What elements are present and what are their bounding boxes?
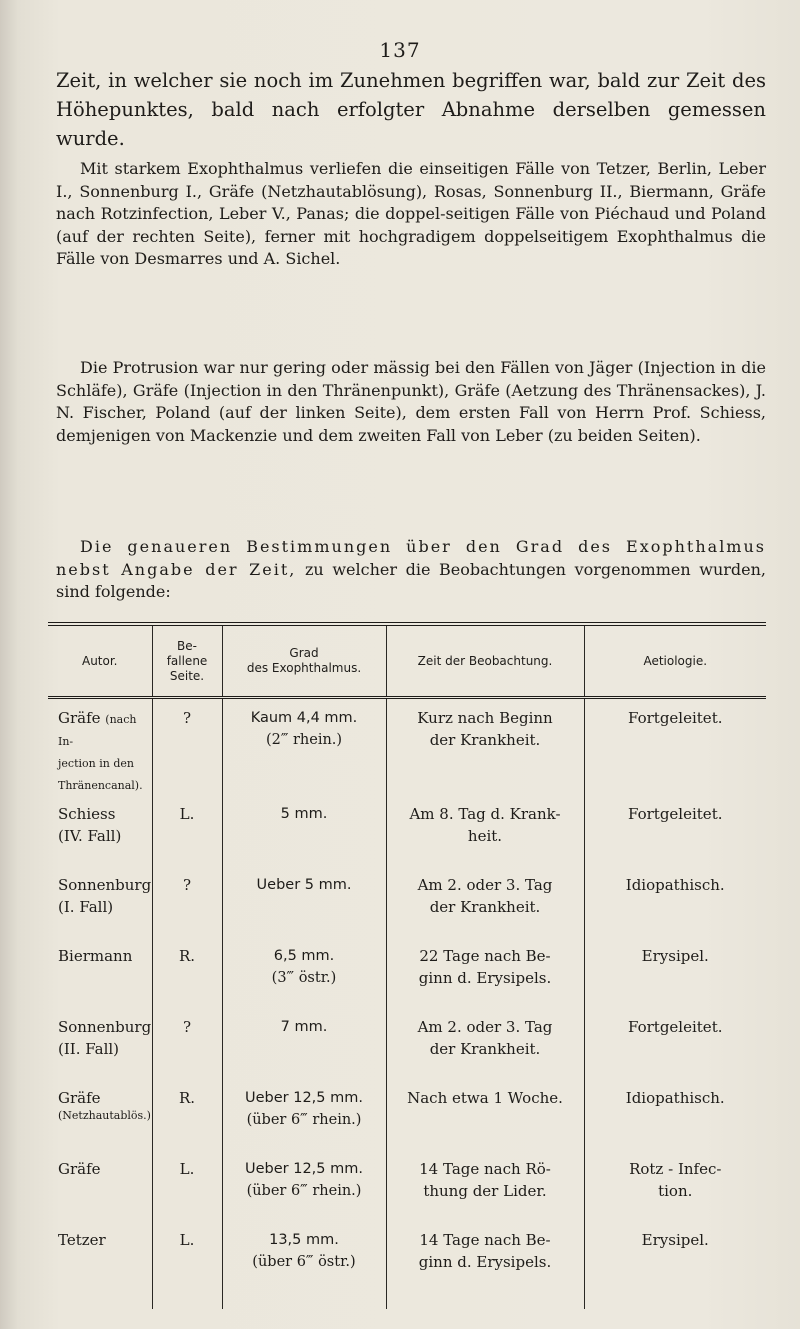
cell-grad xyxy=(222,866,386,937)
grad-conversion: (2‴ rhein.) xyxy=(265,732,343,748)
cell-zeit: Nach etwa 1 Woche. xyxy=(386,1079,584,1150)
grad-conversion: (über 6‴ östr.) xyxy=(252,1254,356,1270)
cell-grad xyxy=(222,698,386,796)
header-seite: Be- fallene Seite. xyxy=(152,624,222,698)
cell-seite: ? xyxy=(152,698,222,796)
cell-aetiologie: Idiopathisch. xyxy=(584,866,766,937)
cell-autor: Gräfe (nach In- jection in den Thränencanal). xyxy=(58,709,143,792)
cell-grad xyxy=(222,795,386,866)
cell-zeit: Am 2. oder 3. Tag der Krankheit. xyxy=(386,1008,584,1079)
paragraph-text: Mit starkem Exophthalmus verliefen die einseitigen Fälle von Tetzer, Berlin, Leber I., Sonnenburg I., Gräfe (Netzhautablösung), Rosas, Sonnenburg II., Biermann, Gräfe nach Rotzinfection, Leber V., Panas; die doppel-seitigen Fälle von Piéchaud und Poland (auf der rechten Seite), ferner mit hochgradigem doppelseitigem Exophthalmus die Fälle von Desmarres und A. Sichel. xyxy=(56,159,766,269)
grad-value: Ueber 5 mm. xyxy=(256,877,352,893)
cell-autor: Schiess (IV. Fall) xyxy=(58,805,122,845)
cell-aetiologie: Erysipel. xyxy=(584,1221,766,1309)
cell-seite: L. xyxy=(152,1150,222,1221)
header-aetiologie: Aetiologie. xyxy=(584,624,766,698)
table-row xyxy=(48,1150,766,1221)
table-row xyxy=(48,1221,766,1309)
cell-zeit: 14 Tage nach Be- ginn d. Erysipels. xyxy=(386,1221,584,1309)
paragraph-text: Die Protrusion war nur gering oder mässig bei den Fällen von Jäger (Injection in die Schläfe), Gräfe (Injection in den Thränenpunkt), Gräfe (Aetzung des Thränensackes), J. N. Fischer, Poland (auf der linken Seite), dem ersten Fall von Herrn Prof. Schiess, demjenigen von Mackenzie und dem zweiten Fall von Leber (zu beiden Seiten). xyxy=(56,358,766,445)
paragraph-rest-text: zu welcher die Beobachtungen vorgenommen wurden, sind folgende: xyxy=(56,559,767,602)
table-row xyxy=(48,1079,766,1150)
grad-value: Ueber 12,5 mm. xyxy=(245,1161,363,1177)
cell-grad xyxy=(222,937,386,1008)
grad-conversion: (3‴ östr.) xyxy=(271,970,337,986)
grad-conversion: (über 6‴ rhein.) xyxy=(246,1112,362,1128)
cell-grad xyxy=(222,1079,386,1150)
table-row xyxy=(48,937,766,1008)
table-body xyxy=(48,698,766,1310)
cell-seite: L. xyxy=(152,1221,222,1309)
grad-value: 5 mm. xyxy=(280,806,328,822)
table-header-row xyxy=(48,624,766,698)
cell-grad xyxy=(222,1150,386,1221)
table-intro-paragraph xyxy=(56,536,766,604)
cell-seite: R. xyxy=(152,937,222,1008)
cell-zeit: Am 8. Tag d. Krank- heit. xyxy=(386,795,584,866)
cell-autor: Tetzer xyxy=(58,1231,106,1249)
grad-conversion: (über 6‴ rhein.) xyxy=(246,1183,362,1199)
intro-paragraph xyxy=(56,66,766,153)
cell-grad xyxy=(222,1221,386,1309)
grad-value: 13,5 mm. xyxy=(269,1232,339,1248)
cell-aetiologie: Erysipel. xyxy=(584,937,766,1008)
cell-autor-note: (nach In- jection in den Thränencanal). xyxy=(58,713,143,792)
table-row xyxy=(48,795,766,866)
cell-autor: Gräfe (Netzhautablös.) xyxy=(58,1089,151,1122)
cell-seite: ? xyxy=(152,1008,222,1079)
grad-value: Ueber 12,5 mm. xyxy=(245,1090,363,1106)
cell-seite: L. xyxy=(152,795,222,866)
cell-zeit: 22 Tage nach Be- ginn d. Erysipels. xyxy=(386,937,584,1008)
header-autor: Autor. xyxy=(81,653,118,668)
cell-grad xyxy=(222,1008,386,1079)
table-row xyxy=(48,1008,766,1079)
page-number: 137 xyxy=(379,38,421,62)
strong-exophthalmus-paragraph xyxy=(56,158,766,271)
cell-zeit: Kurz nach Beginn der Krankheit. xyxy=(386,698,584,796)
cell-aetiologie: Fortgeleitet. xyxy=(584,698,766,796)
table-row xyxy=(48,698,766,796)
cell-autor: Biermann xyxy=(58,947,133,965)
cell-aetiologie: Fortgeleitet. xyxy=(584,795,766,866)
cell-zeit: 14 Tage nach Rö- thung der Lider. xyxy=(386,1150,584,1221)
paragraph-text xyxy=(56,536,766,604)
table-row xyxy=(48,866,766,937)
exophthalmus-table xyxy=(48,622,766,1309)
cell-autor: Sonnenburg (II. Fall) xyxy=(58,1018,152,1058)
header-zeit: Zeit der Beobachtung. xyxy=(386,624,584,698)
cell-autor: Sonnenburg (I. Fall) xyxy=(58,876,152,916)
cell-aetiologie: Idiopathisch. xyxy=(584,1079,766,1150)
cell-autor: Gräfe xyxy=(58,1160,101,1178)
cell-autor-note: (Netzhautablös.) xyxy=(58,1109,151,1122)
paragraph-text: Zeit, in welcher sie noch im Zunehmen begriffen war, bald zur Zeit des Höhepunktes, bald nach erfolgter Abnahme derselben gemessen wurde. xyxy=(56,69,766,150)
cell-aetiologie: Fortgeleitet. xyxy=(584,1008,766,1079)
cell-aetiologie: Rotz - Infec- tion. xyxy=(584,1150,766,1221)
header-grad: Grad des Exophthalmus. xyxy=(222,624,386,698)
grad-value: 6,5 mm. xyxy=(273,948,335,964)
grad-value: Kaum 4,4 mm. xyxy=(250,710,358,726)
slight-protrusion-paragraph xyxy=(56,357,766,447)
spaced-emphasis-text: Die genaueren Bestimmungen über den Grad des Exophthalmus nebst Angabe der Zeit, xyxy=(56,537,766,579)
cell-zeit: Am 2. oder 3. Tag der Krankheit. xyxy=(386,866,584,937)
grad-value: 7 mm. xyxy=(280,1019,328,1035)
cell-seite: ? xyxy=(152,866,222,937)
cell-seite: R. xyxy=(152,1079,222,1150)
